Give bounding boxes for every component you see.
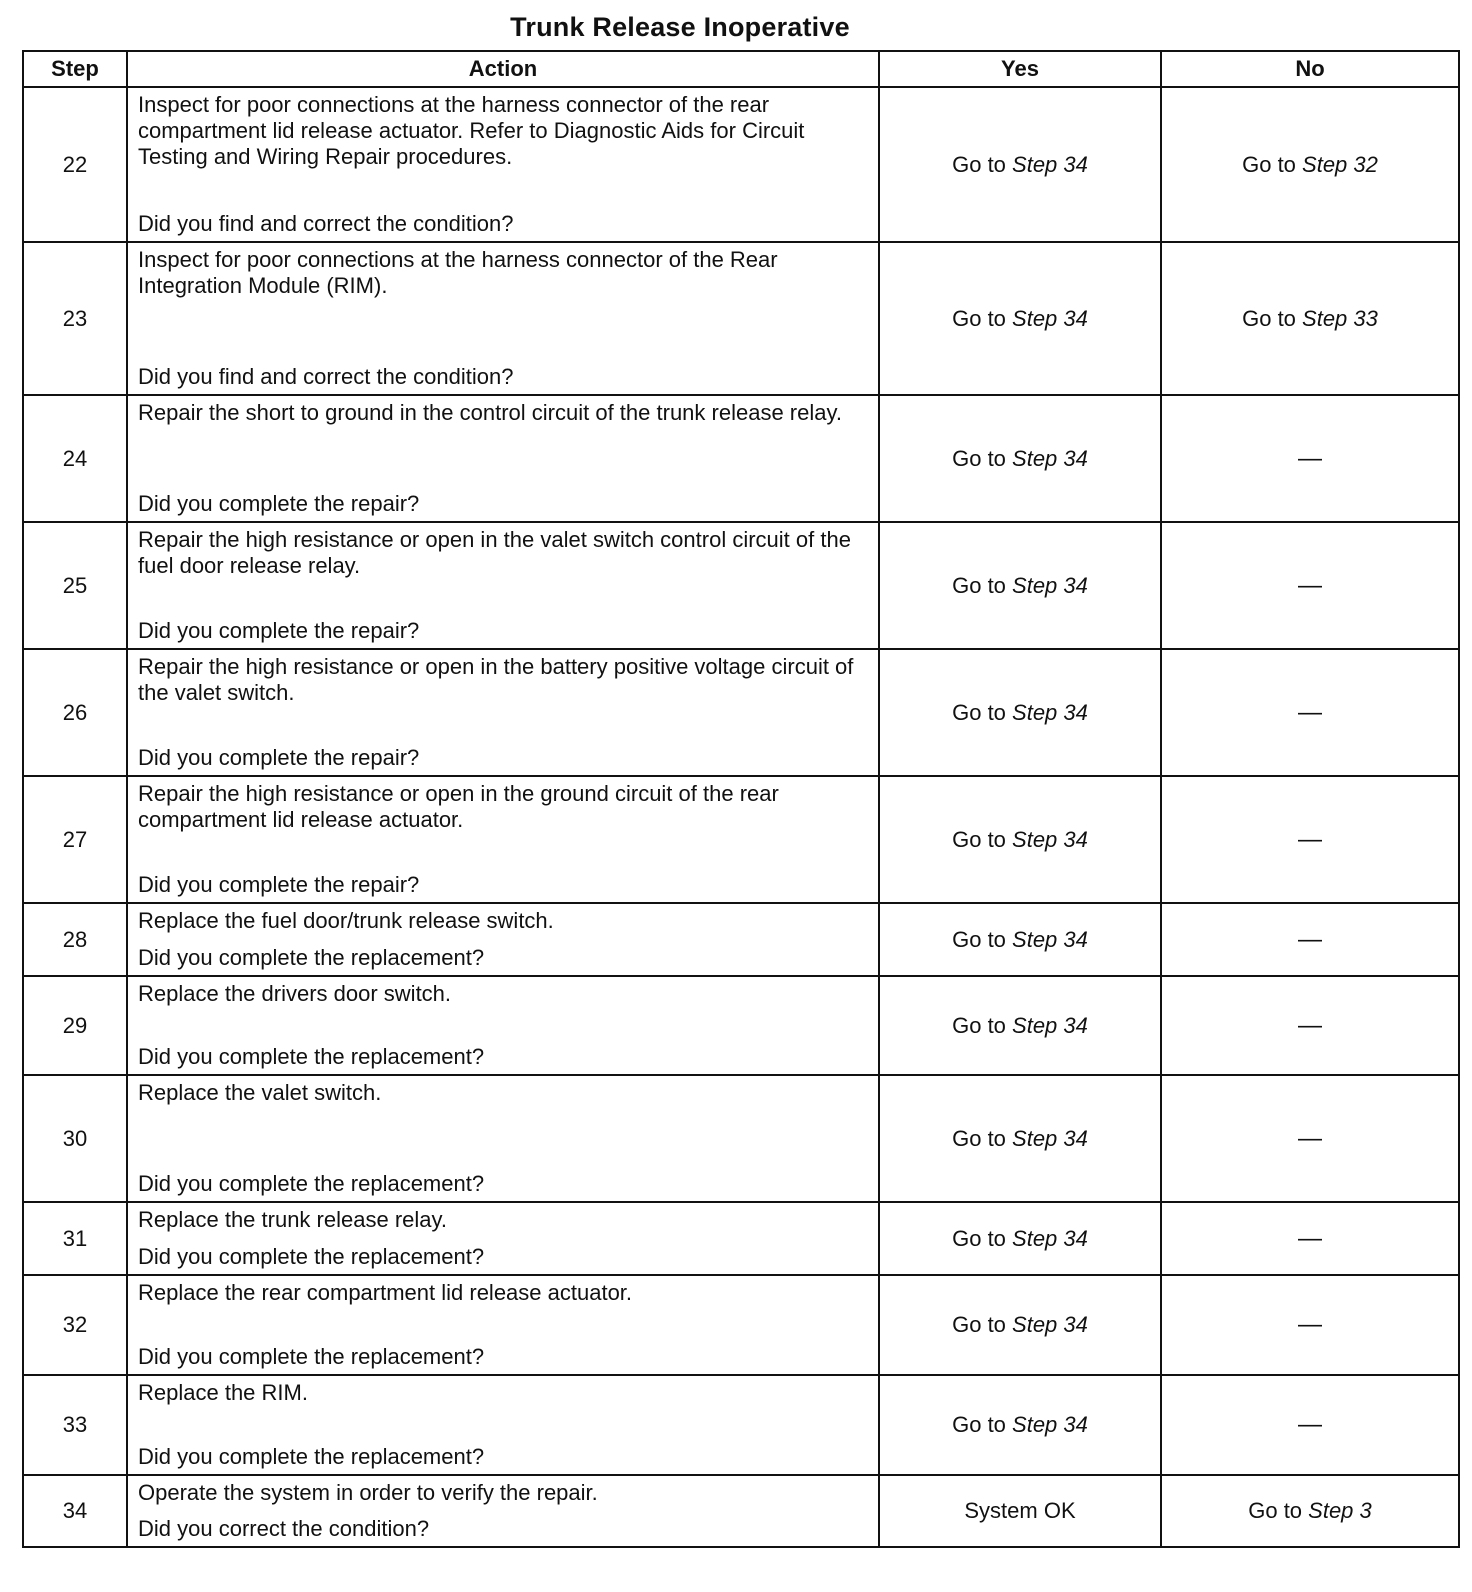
action-cell: [127, 395, 879, 522]
action-question: Did you complete the replacement?: [138, 1244, 485, 1269]
action-cell: [127, 522, 879, 649]
action-question: Did you find and correct the condition?: [138, 211, 514, 236]
no-result: [1161, 395, 1459, 522]
action-question: Did you complete the replacement?: [138, 1044, 485, 1069]
action-question: Did you complete the replacement?: [138, 945, 485, 970]
header-step: Step: [23, 51, 127, 87]
action-instruction: Repair the high resistance or open in the ground circuit of the rear compartment lid release actuator.: [138, 781, 779, 832]
action-instruction: Replace the valet switch.: [138, 1080, 382, 1105]
action-cell: [127, 1275, 879, 1375]
yes-step-link[interactable]: Step 34: [1012, 572, 1088, 598]
yes-result: [879, 242, 1161, 395]
table-title: Trunk Release Inoperative: [510, 12, 850, 42]
no-result: [1161, 649, 1459, 776]
action-instruction: Inspect for poor connections at the harness connector of the rear compartment lid release actuator. Refer to Diagnostic Aids for Circuit Testing and Wiring Repair procedures.: [138, 92, 805, 169]
yes-step-link[interactable]: Step 34: [1012, 1312, 1088, 1337]
action-instruction: Repair the short to ground in the control circuit of the trunk release relay.: [138, 400, 842, 425]
yes-step-link[interactable]: Step 34: [1012, 926, 1088, 952]
step-number: 30: [23, 1075, 127, 1202]
table-row: [23, 242, 1459, 395]
action-question: Did you complete the replacement?: [138, 1171, 485, 1196]
no-step-link[interactable]: Step 33: [1302, 305, 1378, 331]
yes-prefix: Go to: [952, 699, 1013, 725]
yes-prefix: Go to: [952, 1225, 1013, 1251]
step-number: 22: [23, 87, 127, 242]
header-action: Action: [127, 51, 879, 87]
no-dash: —: [1298, 698, 1322, 726]
yes-prefix: Go to: [952, 1012, 1013, 1038]
action-question: Did you complete the repair?: [138, 745, 420, 770]
yes-result: [879, 395, 1161, 522]
no-result: [1161, 1475, 1459, 1547]
no-result: [1161, 242, 1459, 395]
step-number: 24: [23, 395, 127, 522]
action-instruction: Operate the system in order to verify the repair.: [138, 1480, 598, 1505]
action-instruction: Repair the high resistance or open in the battery positive voltage circuit of the valet switch.: [138, 654, 854, 705]
yes-prefix: Go to: [952, 305, 1013, 331]
action-cell: [127, 1202, 879, 1275]
step-number: 26: [23, 649, 127, 776]
action-cell: [127, 649, 879, 776]
no-result: [1161, 522, 1459, 649]
table-row: [23, 87, 1459, 242]
no-result: [1161, 87, 1459, 242]
step-number: 27: [23, 776, 127, 903]
action-cell: [127, 1475, 879, 1547]
yes-prefix: Go to: [952, 445, 1013, 471]
yes-prefix: Go to: [952, 151, 1013, 177]
action-cell: [127, 87, 879, 242]
action-question: Did you complete the replacement?: [138, 1344, 485, 1369]
table-row: [23, 522, 1459, 649]
no-result: [1161, 976, 1459, 1075]
action-cell: [127, 242, 879, 395]
action-question: Did you complete the repair?: [138, 618, 420, 643]
step-number: 34: [23, 1475, 127, 1547]
yes-step-link[interactable]: Step 34: [1012, 826, 1088, 852]
action-instruction: Replace the trunk release relay.: [138, 1207, 447, 1232]
yes-prefix: Go to: [952, 572, 1013, 598]
action-question: Did you complete the repair?: [138, 872, 420, 897]
yes-prefix: Go to: [952, 926, 1013, 952]
no-result: [1161, 1202, 1459, 1275]
yes-result: [879, 1475, 1161, 1547]
no-prefix: Go to: [1242, 151, 1303, 177]
no-step-link[interactable]: Step 32: [1302, 151, 1378, 177]
no-result: [1161, 1275, 1459, 1375]
yes-result: [879, 649, 1161, 776]
step-number: 25: [23, 522, 127, 649]
yes-prefix: Go to: [952, 826, 1013, 852]
yes-result: [879, 1202, 1161, 1275]
action-cell: [127, 903, 879, 976]
table-row: [23, 1202, 1459, 1275]
action-question: Did you find and correct the condition?: [138, 364, 514, 389]
step-number: 32: [23, 1275, 127, 1375]
step-number: 29: [23, 976, 127, 1075]
yes-prefix: Go to: [952, 1125, 1013, 1151]
table-row: [23, 1475, 1459, 1547]
yes-result: [879, 1075, 1161, 1202]
yes-result: [879, 1375, 1161, 1475]
yes-result: [879, 976, 1161, 1075]
action-cell: [127, 776, 879, 903]
yes-step-link[interactable]: Step 34: [1012, 1012, 1088, 1038]
yes-step-link[interactable]: Step 34: [1012, 305, 1088, 331]
yes-step-link[interactable]: Step 34: [1012, 151, 1088, 177]
no-dash: —: [1298, 571, 1322, 599]
no-result: [1161, 776, 1459, 903]
step-number: 28: [23, 903, 127, 976]
action-question: Did you complete the repair?: [138, 491, 420, 516]
yes-result: [879, 87, 1161, 242]
action-cell: [127, 976, 879, 1075]
no-dash: —: [1298, 1411, 1322, 1438]
header-no: No: [1161, 51, 1459, 87]
yes-step-link[interactable]: Step 34: [1012, 1412, 1088, 1437]
no-dash: —: [1298, 825, 1322, 853]
no-dash: —: [1298, 1224, 1322, 1252]
step-number: 33: [23, 1375, 127, 1475]
no-step-link[interactable]: Step 3: [1308, 1498, 1372, 1523]
no-prefix: Go to: [1248, 1498, 1309, 1523]
step-number: 31: [23, 1202, 127, 1275]
diagnostic-table: [22, 50, 1460, 1548]
table-row: [23, 1375, 1459, 1475]
yes-result: [879, 522, 1161, 649]
yes-step-link[interactable]: Step 34: [1012, 1125, 1088, 1151]
action-instruction: Replace the rear compartment lid release actuator.: [138, 1280, 633, 1305]
yes-result: [879, 903, 1161, 976]
table-row: [23, 776, 1459, 903]
action-cell: [127, 1075, 879, 1202]
no-prefix: Go to: [1242, 305, 1303, 331]
no-dash: —: [1298, 1311, 1322, 1338]
table-row: [23, 395, 1459, 522]
action-instruction: Repair the high resistance or open in the valet switch control circuit of the fuel door release relay.: [138, 527, 851, 578]
table-row: [23, 1275, 1459, 1375]
no-dash: —: [1298, 1124, 1322, 1152]
action-instruction: Inspect for poor connections at the harness connector of the Rear Integration Module (RIM).: [138, 247, 778, 298]
yes-step-link[interactable]: Step 34: [1012, 1225, 1088, 1251]
yes-result: [879, 1275, 1161, 1375]
header-yes: Yes: [879, 51, 1161, 87]
table-row: [23, 649, 1459, 776]
no-dash: —: [1298, 925, 1322, 953]
header-row: [23, 51, 1459, 87]
no-result: [1161, 1075, 1459, 1202]
step-number: 23: [23, 242, 127, 395]
table-row: [23, 1075, 1459, 1202]
table-row: [23, 903, 1459, 976]
yes-step-link[interactable]: Step 34: [1012, 445, 1088, 471]
action-instruction: Replace the RIM.: [138, 1380, 308, 1405]
no-dash: —: [1298, 1011, 1322, 1039]
yes-step-link[interactable]: Step 34: [1012, 699, 1088, 725]
yes-prefix: Go to: [952, 1312, 1013, 1337]
yes-text: System OK: [964, 1498, 1076, 1523]
action-cell: [127, 1375, 879, 1475]
action-question: Did you correct the condition?: [138, 1516, 430, 1541]
action-instruction: Replace the drivers door switch.: [138, 981, 452, 1006]
no-result: [1161, 1375, 1459, 1475]
yes-prefix: Go to: [952, 1412, 1013, 1437]
yes-result: [879, 776, 1161, 903]
no-dash: —: [1298, 444, 1322, 472]
no-result: [1161, 903, 1459, 976]
action-question: Did you complete the replacement?: [138, 1444, 485, 1469]
table-row: [23, 976, 1459, 1075]
action-instruction: Replace the fuel door/trunk release switch.: [138, 908, 554, 933]
